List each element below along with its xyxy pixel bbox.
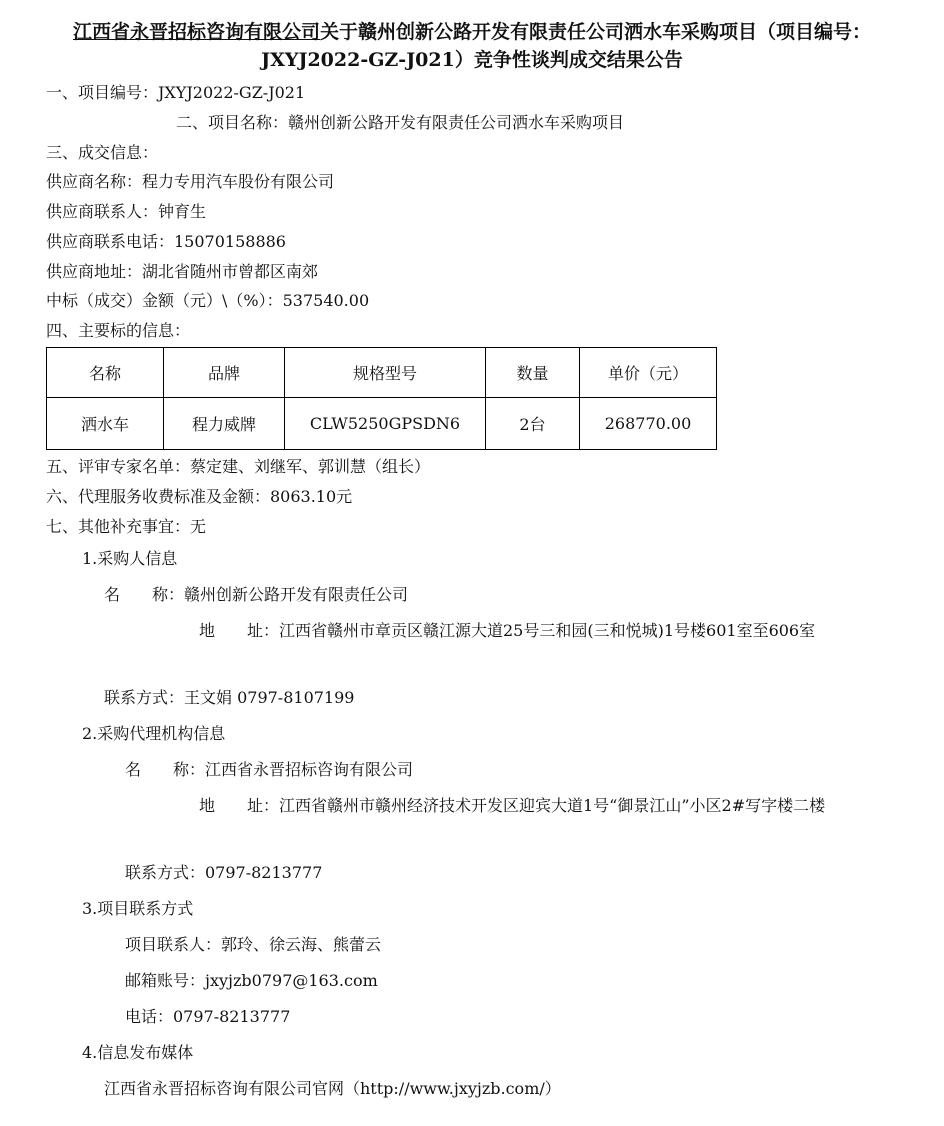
project-number: 一、项目编号：JXYJ2022-GZ-J021	[46, 83, 306, 102]
document-title	[40, 18, 904, 74]
media-heading: 4.信息发布媒体	[82, 1043, 194, 1062]
title-rest: 关于赣州创新公路开发有限责任公司洒水车采购项目（项目编号：JXYJ2022-GZ-J021）竞争性谈判成交结果公告	[261, 21, 872, 71]
table-header-cell: 品牌	[164, 348, 285, 398]
project-contact-email: 邮箱账号：jxyjzb0797@163.com	[125, 971, 378, 990]
media-website: 江西省永晋招标咨询有限公司官网（http://www.jxyjzb.com/）	[104, 1079, 561, 1098]
agency-name: 名 称：江西省永晋招标咨询有限公司	[125, 760, 414, 779]
table-header-row	[47, 348, 717, 398]
purchaser-name: 名 称：赣州创新公路开发有限责任公司	[104, 585, 409, 604]
deal-info-heading: 三、成交信息：	[46, 143, 159, 162]
title-company: 江西省永晋招标咨询有限公司	[72, 21, 320, 43]
project-contact-heading: 3.项目联系方式	[82, 899, 194, 918]
agency-address: 地 址：江西省赣州市赣州经济技术开发区迎宾大道1号“御景江山”小区2#写字楼二楼	[199, 796, 826, 815]
table-cell: 268770.00	[580, 398, 717, 450]
agency-fee: 六、代理服务收费标准及金额：8063.10元	[46, 487, 353, 506]
items-table	[46, 347, 717, 450]
supplier-phone: 供应商联系电话：15070158886	[46, 232, 286, 251]
supplier-address: 供应商地址：湖北省随州市曾都区南郊	[46, 262, 319, 281]
supplier-contact: 供应商联系人：钟育生	[46, 202, 207, 221]
supplier-name: 供应商名称：程力专用汽车股份有限公司	[46, 172, 335, 191]
project-contact-phone: 电话：0797-8213777	[125, 1007, 291, 1026]
other-matters: 七、其他补充事宜：无	[46, 517, 207, 536]
purchaser-address: 地 址：江西省赣州市章贡区赣江源大道25号三和园(三和悦城)1号楼601室至606室	[199, 621, 816, 640]
table-header-cell: 数量	[486, 348, 580, 398]
table-cell: 2台	[486, 398, 580, 450]
purchaser-contact: 联系方式：王文娟 0797-8107199	[104, 688, 355, 707]
review-experts: 五、评审专家名单：蔡定建、刘继军、郭训慧（组长）	[46, 457, 431, 476]
table-cell: CLW5250GPSDN6	[285, 398, 486, 450]
table-cell: 洒水车	[47, 398, 164, 450]
agency-heading: 2.采购代理机构信息	[82, 724, 226, 743]
table-cell: 程力威牌	[164, 398, 285, 450]
purchaser-heading: 1.采购人信息	[82, 549, 178, 568]
project-contact-people: 项目联系人：郭玲、徐云海、熊蕾云	[125, 935, 382, 954]
table-header-cell: 名称	[47, 348, 164, 398]
table-header-cell: 单价（元）	[580, 348, 717, 398]
main-items-heading: 四、主要标的信息：	[46, 321, 191, 340]
agency-contact: 联系方式：0797-8213777	[125, 863, 323, 882]
table-header-cell: 规格型号	[285, 348, 486, 398]
table-row	[47, 398, 717, 450]
bid-amount: 中标（成交）金额（元）\（%）：537540.00	[46, 291, 370, 310]
project-name: 二、项目名称：赣州创新公路开发有限责任公司洒水车采购项目	[176, 113, 625, 132]
